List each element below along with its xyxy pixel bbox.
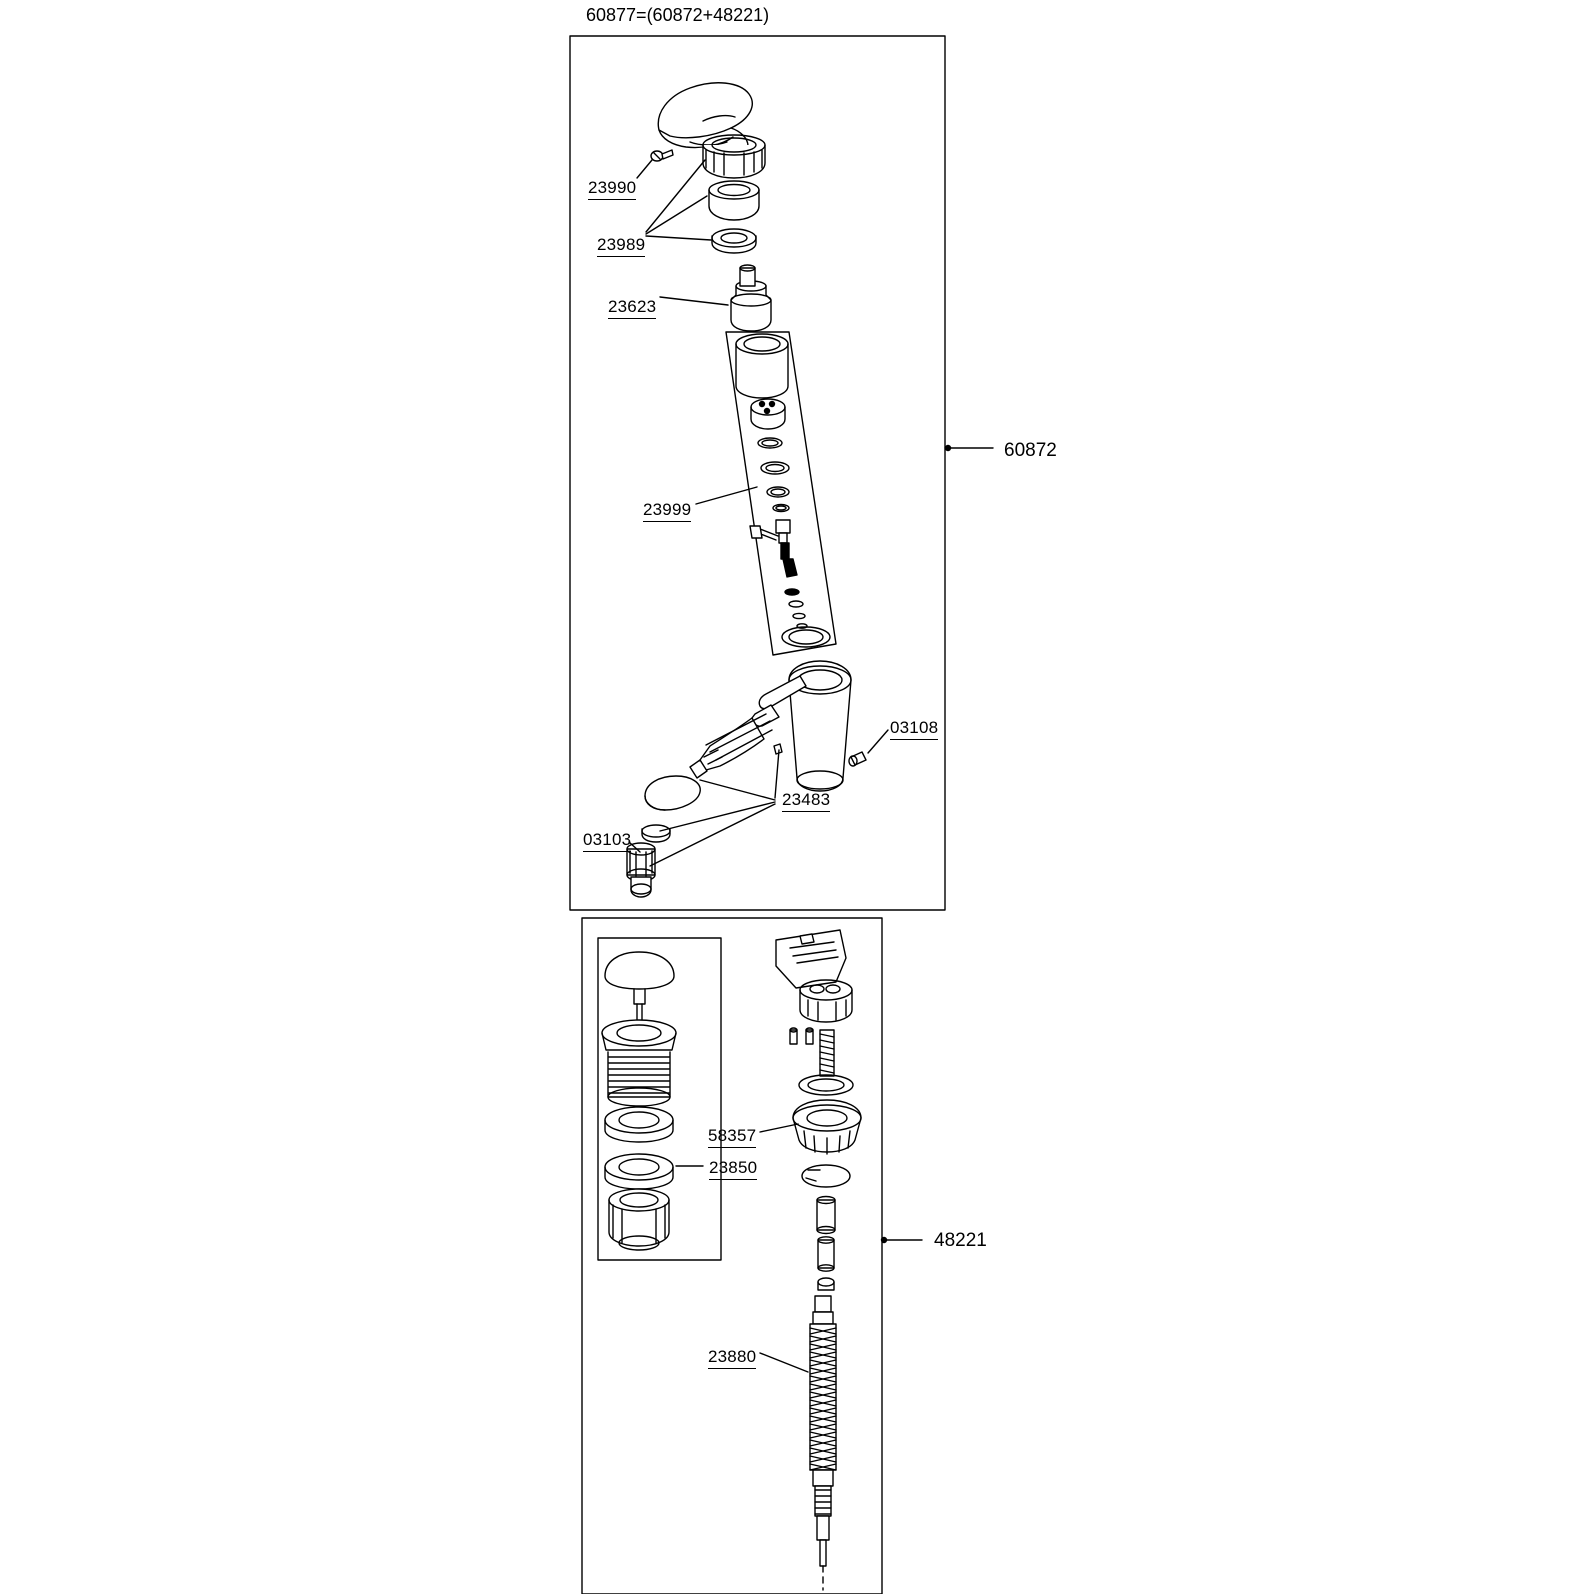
part-oring-3 — [767, 487, 789, 497]
part-popup-stopper — [605, 952, 674, 1022]
part-screws-pair — [790, 1028, 813, 1044]
group-label-48221: 48221 — [934, 1230, 987, 1251]
part-screw-03108 — [849, 752, 866, 766]
part-body-sleeve — [736, 334, 788, 398]
part-cartridge-23623 — [731, 265, 771, 331]
part-hose-end-fittings — [813, 1470, 833, 1590]
part-small-nut — [818, 1278, 834, 1290]
part-flex-hose-1 — [810, 1296, 836, 1470]
part-threaded-shank — [820, 1030, 834, 1076]
part-rubber-pad — [645, 776, 700, 810]
callout-03103: 03103 — [583, 830, 631, 852]
part-washer-small — [773, 505, 789, 512]
part-oring-1 — [758, 438, 782, 448]
callout-23880: 23880 — [708, 1347, 756, 1369]
part-lever-handle — [658, 83, 752, 156]
callout-23999: 23999 — [643, 500, 691, 522]
part-metal-washer — [642, 825, 670, 842]
callout-23483: 23483 — [782, 790, 830, 812]
part-waste-threaded-body — [608, 1052, 670, 1106]
part-connector-sleeve-1 — [817, 1197, 835, 1234]
part-waste-lock-nut — [609, 1189, 669, 1250]
part-cover-ring — [709, 181, 759, 220]
part-connector-sleeve-2 — [818, 1237, 834, 1271]
part-waste-flange — [602, 1020, 676, 1050]
part-58357-flange — [793, 1100, 861, 1154]
part-screw-23990 — [651, 150, 673, 161]
leader-23990 — [637, 160, 652, 178]
diagram-title: 60877=(60872+48221) — [586, 5, 770, 25]
part-oring-large — [799, 1075, 853, 1095]
part-handle-cap — [703, 135, 765, 178]
leader-23989 — [646, 160, 711, 240]
part-oring-2 — [761, 462, 789, 474]
callout-23623: 23623 — [608, 297, 656, 319]
part-nuts — [785, 589, 807, 628]
part-ceramic-disc — [751, 399, 785, 429]
leader-23999 — [696, 487, 757, 504]
group-label-60872: 60872 — [1004, 440, 1057, 461]
callout-58357: 58357 — [708, 1126, 756, 1148]
part-base-ring — [782, 627, 830, 647]
callout-23850: 23850 — [709, 1158, 757, 1180]
part-pin — [774, 744, 782, 754]
part-lever-plate — [776, 930, 846, 988]
part-waste-gasket-2 — [605, 1154, 673, 1189]
part-ring-washer — [712, 229, 756, 253]
leader-58357 — [760, 1124, 798, 1132]
callout-03108: 03108 — [890, 718, 938, 740]
callout-23990: 23990 — [588, 178, 636, 200]
leader-03108 — [868, 730, 888, 753]
leader-23623 — [660, 297, 728, 305]
callout-23989: 23989 — [597, 235, 645, 257]
leader-23880 — [760, 1353, 808, 1372]
part-clip — [802, 1165, 850, 1187]
part-faucet-body — [690, 661, 851, 791]
part-waste-gasket-1 — [605, 1107, 673, 1142]
